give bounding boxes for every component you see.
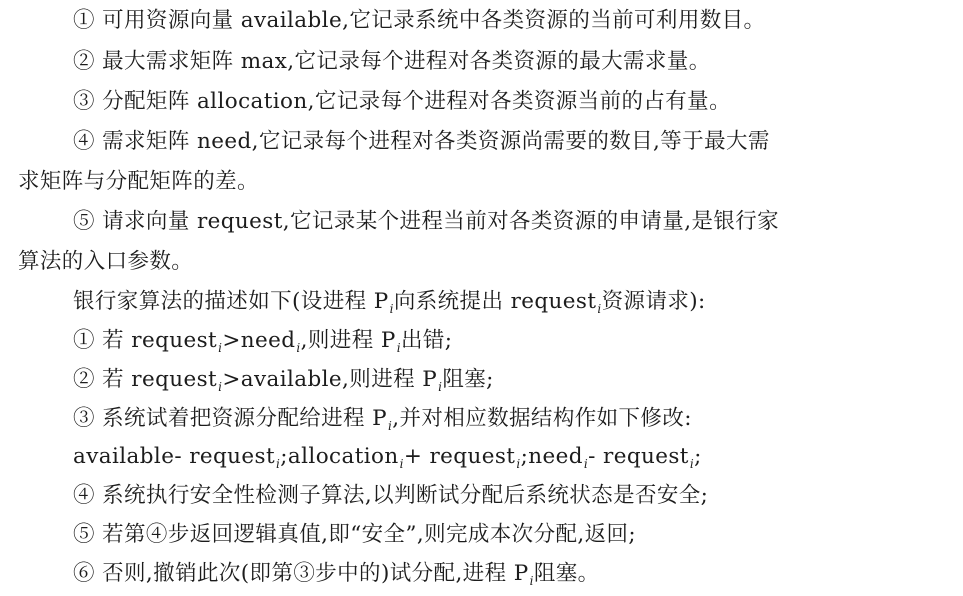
step1-text-a: ① 若 request (73, 328, 218, 353)
step3-text-b: ,并对相应数据结构作如下修改: (392, 406, 692, 431)
definition-allocation: ③ 分配矩阵 allocation,它记录每个进程对各类资源当前的占有量。 (73, 89, 731, 114)
subscript-i: i (399, 457, 404, 471)
intro-text-a: 银行家算法的描述如下(设进程 P (73, 289, 389, 314)
subscript-i: i (276, 457, 281, 471)
step1-text-c: ,则进程 P (300, 328, 396, 353)
subscript-i: i (583, 457, 589, 471)
definition-available: ① 可用资源向量 available,它记录系统中各类资源的当前可利用数目。 (73, 8, 766, 33)
algorithm-step-3 (73, 404, 692, 434)
subscript-i: i (296, 341, 301, 355)
step6-text-b: 阻塞。 (533, 561, 600, 586)
algorithm-step-6 (73, 559, 600, 589)
subscript-i: i (389, 302, 394, 316)
subscript-i: i (516, 457, 521, 471)
update-formula (73, 442, 702, 472)
step3-text-a: ③ 系统试着把资源分配给进程 P (73, 406, 388, 431)
subscript-i: i (438, 380, 443, 394)
definition-need-line2: 求矩阵与分配矩阵的差。 (18, 169, 259, 194)
algorithm-step-5: ⑤ 若第④步返回逻辑真值,即“安全”,则完成本次分配,返回; (73, 522, 637, 547)
step1-text-d: 出错; (400, 328, 453, 353)
subscript-i: i (218, 341, 223, 355)
formula-text-c: + request (403, 444, 516, 469)
algorithm-step-2 (73, 365, 494, 395)
intro-text-c: 资源请求): (601, 289, 706, 314)
step2-text-b: >available,则进程 P (222, 367, 438, 392)
algorithm-step-4: ④ 系统执行安全性检测子算法,以判断试分配后系统状态是否安全; (73, 483, 709, 508)
subscript-i: i (396, 341, 401, 355)
formula-text-e: - request (588, 444, 689, 469)
subscript-i: i (529, 574, 534, 588)
intro-text-b: 向系统提出 request (393, 289, 597, 314)
definition-need-line1: ④ 需求矩阵 need,它记录每个进程对各类资源尚需要的数目,等于最大需 (73, 129, 770, 154)
definition-request-line2: 算法的入口参数。 (18, 249, 194, 274)
formula-text-d: ;need (520, 444, 583, 469)
subscript-i: i (388, 419, 393, 433)
step2-text-a: ② 若 request (73, 367, 218, 392)
subscript-i: i (218, 380, 223, 394)
step2-text-c: 阻塞; (442, 367, 494, 392)
algorithm-intro (73, 287, 706, 317)
subscript-i: i (597, 302, 602, 316)
step6-text-a: ⑥ 否则,撤销此次(即第③步中的)试分配,进程 P (73, 561, 529, 586)
formula-text-b: ;allocation (280, 444, 399, 469)
formula-text-f: ; (694, 444, 702, 469)
step1-text-b: >need (222, 328, 296, 353)
algorithm-step-1 (73, 326, 452, 356)
definition-max: ② 最大需求矩阵 max,它记录每个进程对各类资源的最大需求量。 (73, 49, 711, 74)
formula-text-a: available- request (73, 444, 276, 469)
subscript-i: i (689, 457, 695, 471)
definition-request-line1: ⑤ 请求向量 request,它记录某个进程当前对各类资源的申请量,是银行家 (73, 209, 780, 234)
